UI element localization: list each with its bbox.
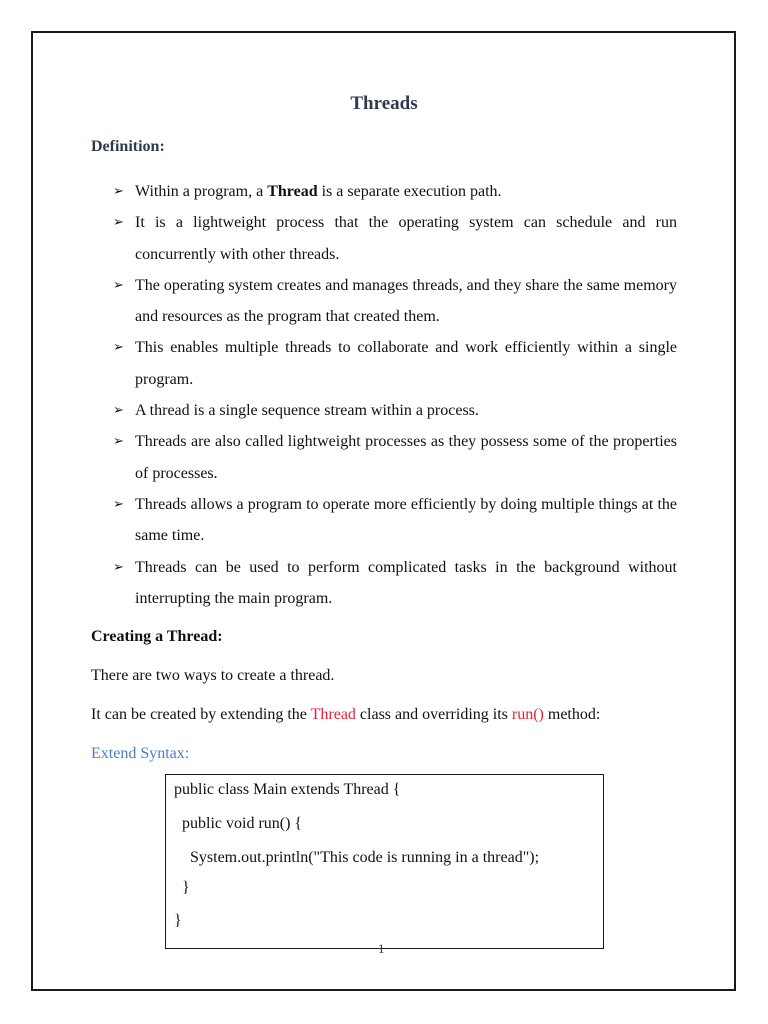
code-line: } (174, 879, 190, 896)
arrow-bullet-icon: ➢ (113, 340, 124, 356)
run-method-highlight: run() (511, 706, 544, 723)
arrow-bullet-icon: ➢ (113, 277, 124, 293)
bullet-item: ➢ This enables multiple threads to collaborate and work efficiently within a single program. (113, 332, 677, 395)
arrow-bullet-icon: ➢ (113, 559, 124, 575)
arrow-bullet-icon: ➢ (113, 215, 124, 231)
code-block (165, 774, 604, 949)
code-line: public class Main extends Thread { (174, 781, 401, 798)
bullet-item: ➢ The operating system creates and manages threads, and they share the same memory and resources as the program that created them. (113, 270, 677, 333)
page-number: 1 (378, 941, 385, 956)
intro-paragraph: There are two ways to create a thread. (91, 667, 335, 684)
bullet-item: ➢ Within a program, a Thread is a separate execution path. (113, 176, 677, 207)
bullet-item: ➢ Threads can be used to perform complicated tasks in the background without interrupting the main program. (113, 552, 677, 615)
creating-thread-heading: Creating a Thread: (91, 628, 223, 645)
page-title: Threads (350, 93, 418, 114)
code-line: public void run() { (174, 815, 303, 832)
bullet-item: ➢ It is a lightweight process that the operating system can schedule and run concurrently with other threads. (113, 207, 677, 270)
thread-class-highlight: Thread (310, 706, 356, 723)
code-line: } (174, 912, 182, 929)
extend-syntax-label: Extend Syntax: (91, 745, 190, 762)
extend-paragraph: It can be created by extending the Thread class and overriding its run() method: (91, 706, 601, 723)
bullet-item: ➢ Threads are also called lightweight processes as they possess some of the properties of processes. (113, 426, 677, 489)
definition-bullet-list (113, 176, 677, 614)
arrow-bullet-icon: ➢ (113, 496, 124, 512)
code-line: System.out.println("This code is running in a thread"); (174, 849, 540, 866)
bullet-item: ➢ Threads allows a program to operate more efficiently by doing multiple things at the same time. (113, 489, 677, 552)
arrow-bullet-icon: ➢ (113, 403, 124, 419)
arrow-bullet-icon: ➢ (113, 184, 124, 199)
arrow-bullet-icon: ➢ (113, 434, 124, 450)
bullet-item: ➢ A thread is a single sequence stream within a process. (113, 395, 677, 426)
definition-heading: Definition: (91, 138, 165, 155)
thread-term: Thread (267, 183, 318, 200)
